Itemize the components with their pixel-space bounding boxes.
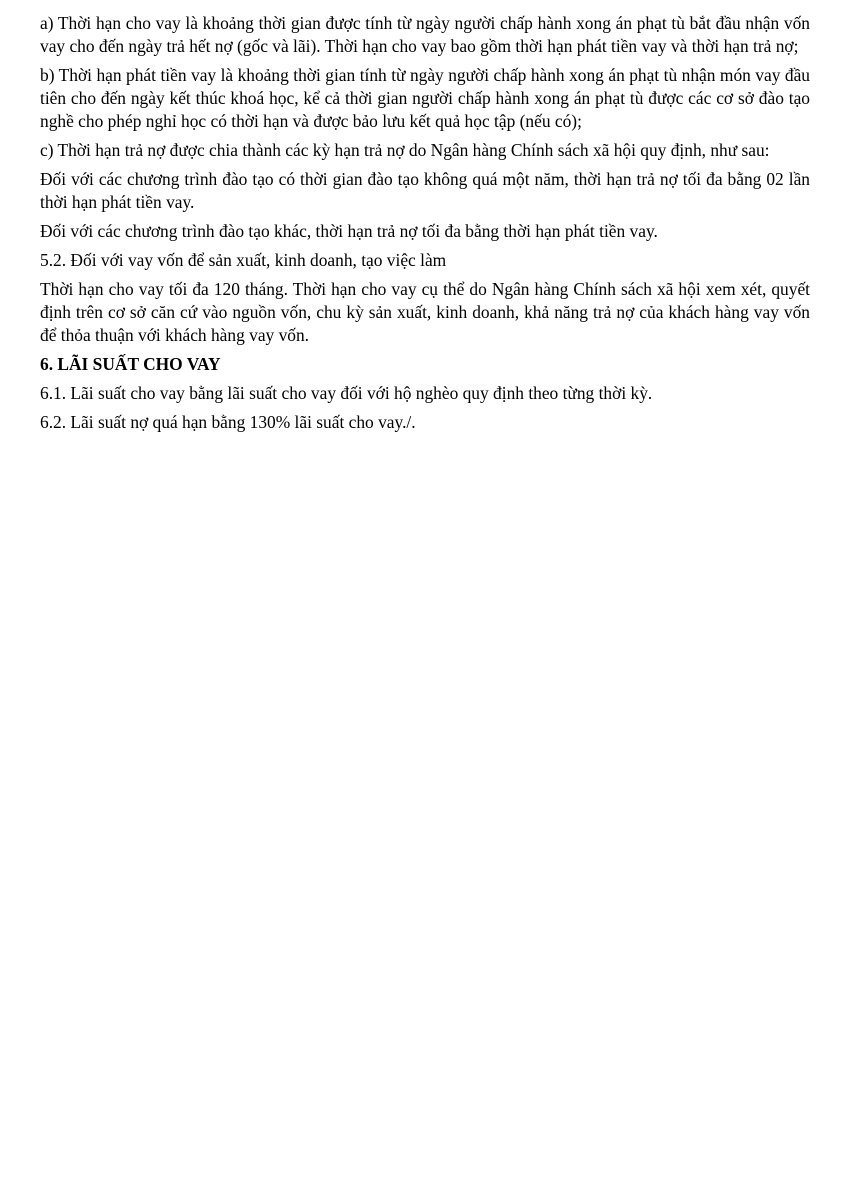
subsection-title-5-2: 5.2. Đối với vay vốn để sản xuất, kinh doanh, tạo việc làm	[40, 250, 447, 270]
paragraph-other-program-repayment: Đối với các chương trình đào tạo khác, thời hạn trả nợ tối đa bằng thời hạn phát tiền vay.	[40, 221, 658, 241]
paragraph-short-program-repayment: Đối với các chương trình đào tạo có thời gian đào tạo không quá một năm, thời hạn trả nợ tối đa bằng 02 lần thời hạn phát tiền vay.	[40, 169, 810, 212]
paragraph-business-loan-term: Thời hạn cho vay tối đa 120 tháng. Thời hạn cho vay cụ thể do Ngân hàng Chính sách xã hội xem xét, quyết định trên cơ sở căn cứ vào nguồn vốn, chu kỳ sản xuất, kinh doanh, khả năng trả nợ của khách hàng vay vốn để thỏa thuận với khách hàng vay vốn.	[40, 279, 810, 345]
document-page	[40, 12, 810, 440]
paragraph-loan-term-definition: a) Thời hạn cho vay là khoảng thời gian được tính từ ngày người chấp hành xong án phạt tù bắt đầu nhận vốn vay cho đến ngày trả hết nợ (gốc và lãi). Thời hạn cho vay bao gồm thời hạn phát tiền vay và thời hạn trả nợ;	[40, 13, 810, 56]
paragraph-interest-rate-6-1: 6.1. Lãi suất cho vay bằng lãi suất cho vay đối với hộ nghèo quy định theo từng thời kỳ.	[40, 383, 653, 403]
section-heading-interest-rate: 6. LÃI SUẤT CHO VAY	[40, 354, 221, 374]
paragraph-overdue-rate-6-2: 6.2. Lãi suất nợ quá hạn bằng 130% lãi suất cho vay./.	[40, 412, 416, 432]
paragraph-disbursement-period: b) Thời hạn phát tiền vay là khoảng thời gian tính từ ngày người chấp hành xong án phạt tù nhận món vay đầu tiên cho đến ngày kết thúc khoá học, kể cả thời gian người chấp hành xong án phạt tù được các cơ sở đào tạo nghề cho phép nghỉ học có thời hạn và được bảo lưu kết quả học tập (nếu có);	[40, 65, 810, 131]
paragraph-repayment-period: c) Thời hạn trả nợ được chia thành các kỳ hạn trả nợ do Ngân hàng Chính sách xã hội quy định, như sau:	[40, 140, 770, 160]
